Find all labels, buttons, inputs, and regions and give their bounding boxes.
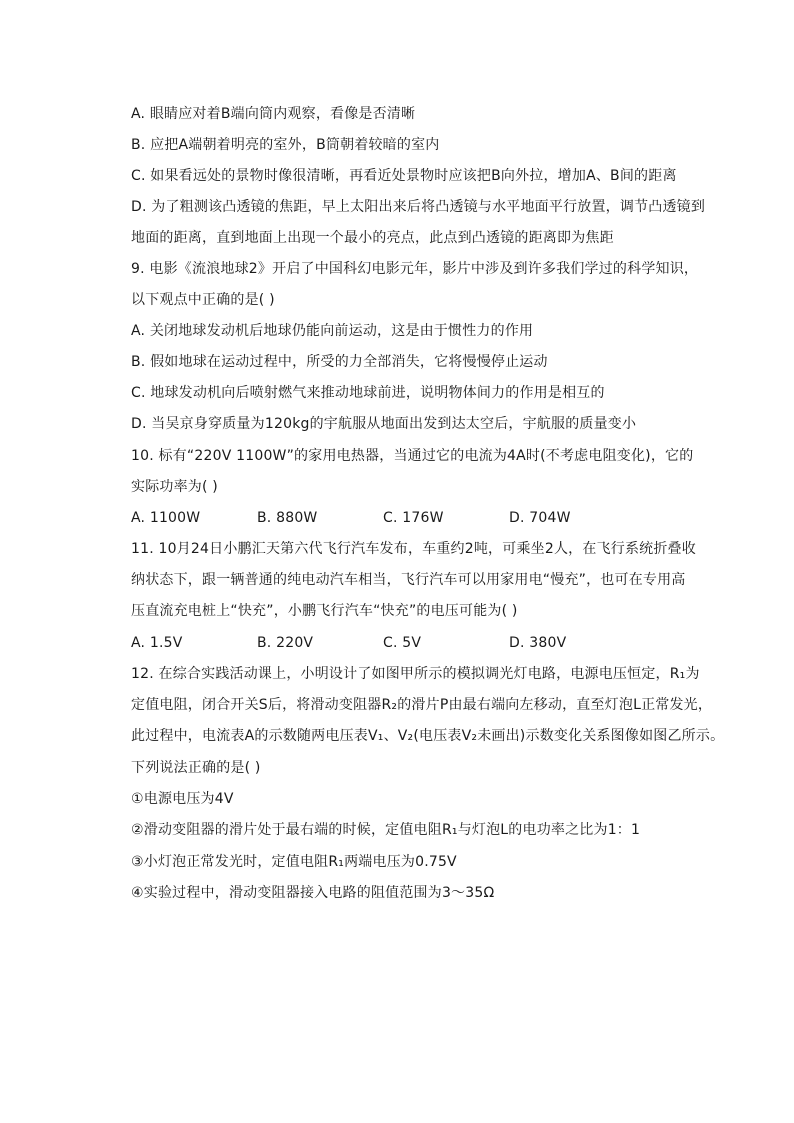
q11-stem-cont-2: 压直流充电桩上“快充”，小鹏飞行汽车“快充”的电压可能为( ): [131, 603, 518, 619]
q9-option-b: B. 假如地球在运动过程中，所受的力全部消失，它将慢慢停止运动: [131, 354, 548, 370]
q11-option-c: C. 5V: [383, 635, 422, 651]
q10-stem: 10. 标有“220V 1100W”的家用电热器，当通过它的电流为4A时(不考虑电阻变化)，它的: [131, 448, 694, 464]
q10-option-b: B. 880W: [257, 510, 318, 526]
q11-stem: 11. 10月24日小鹏汇天第六代飞行汽车发布，车重约2吨，可乘坐2人，在飞行系统折叠收: [131, 541, 696, 557]
q10-stem-cont: 实际功率为( ): [131, 479, 218, 495]
q10-option-d: D. 704W: [509, 510, 571, 526]
q11-stem-cont-1: 纳状态下，跟一辆普通的纯电动汽车相当，飞行汽车可以用家用电“慢充”，也可在专用高: [131, 572, 686, 588]
q8-option-b: B. 应把A端朝着明亮的室外，B筒朝着较暗的室内: [131, 137, 440, 153]
q9-stem: 9. 电影《流浪地球2》开启了中国科幻电影元年，影片中涉及到许多我们学过的科学知识，: [131, 261, 699, 277]
q12-stem-cont-1: 定值电阻，闭合开关S后，将滑动变阻器R₂的滑片P由最右端向左移动，直至灯泡L正常发光，: [131, 697, 713, 713]
q11-option-b: B. 220V: [257, 635, 314, 651]
q12-stem-cont-3: 下列说法正确的是( ): [131, 760, 261, 776]
q9-option-d: D. 当吴京身穿质量为120kg的宇航服从地面出发到达太空后，宇航服的质量变小: [131, 416, 637, 432]
q12-statement-1: ①电源电压为4V: [131, 791, 234, 807]
q8-option-c: C. 如果看远处的景物时像很清晰，再看近处景物时应该把B向外拉，增加A、B间的距离: [131, 168, 677, 184]
q12-stem-cont-2: 此过程中，电流表A的示数随两电压表V₁、V₂(电压表V₂未画出)示数变化关系图像如图乙所示。: [131, 728, 725, 744]
q9-option-a: A. 关闭地球发动机后地球仍能向前运动，这是由于惯性力的作用: [131, 323, 534, 339]
q12-statement-3: ③小灯泡正常发光时，定值电阻R₁两端电压为0.75V: [131, 854, 457, 870]
q11-option-d: D. 380V: [509, 635, 567, 651]
q10-option-c: C. 176W: [383, 510, 444, 526]
q9-option-c: C. 地球发动机向后喷射燃气来推动地球前进，说明物体间力的作用是相互的: [131, 385, 605, 401]
q12-stem: 12. 在综合实践活动课上，小明设计了如图甲所示的模拟调光灯电路，电源电压恒定，R₁为: [131, 666, 700, 682]
q12-statement-2: ②滑动变阻器的滑片处于最右端的时候，定值电阻R₁与灯泡L的电功率之比为1：1: [131, 822, 641, 838]
q8-option-a: A. 眼睛应对着B端向筒内观察，看像是否清晰: [131, 106, 416, 122]
q10-option-a: A. 1100W: [131, 510, 201, 526]
q12-statement-4: ④实验过程中，滑动变阻器接入电路的阻值范围为3～35Ω: [131, 885, 495, 901]
q11-option-a: A. 1.5V: [131, 635, 183, 651]
q8-option-d: D. 为了粗测该凸透镜的焦距，早上太阳出来后将凸透镜与水平地面平行放置，调节凸透镜到: [131, 199, 706, 215]
q9-stem-cont: 以下观点中正确的是( ): [131, 292, 275, 308]
q8-option-d-cont: 地面的距离，直到地面上出现一个最小的亮点，此点到凸透镜的距离即为焦距: [131, 230, 614, 246]
